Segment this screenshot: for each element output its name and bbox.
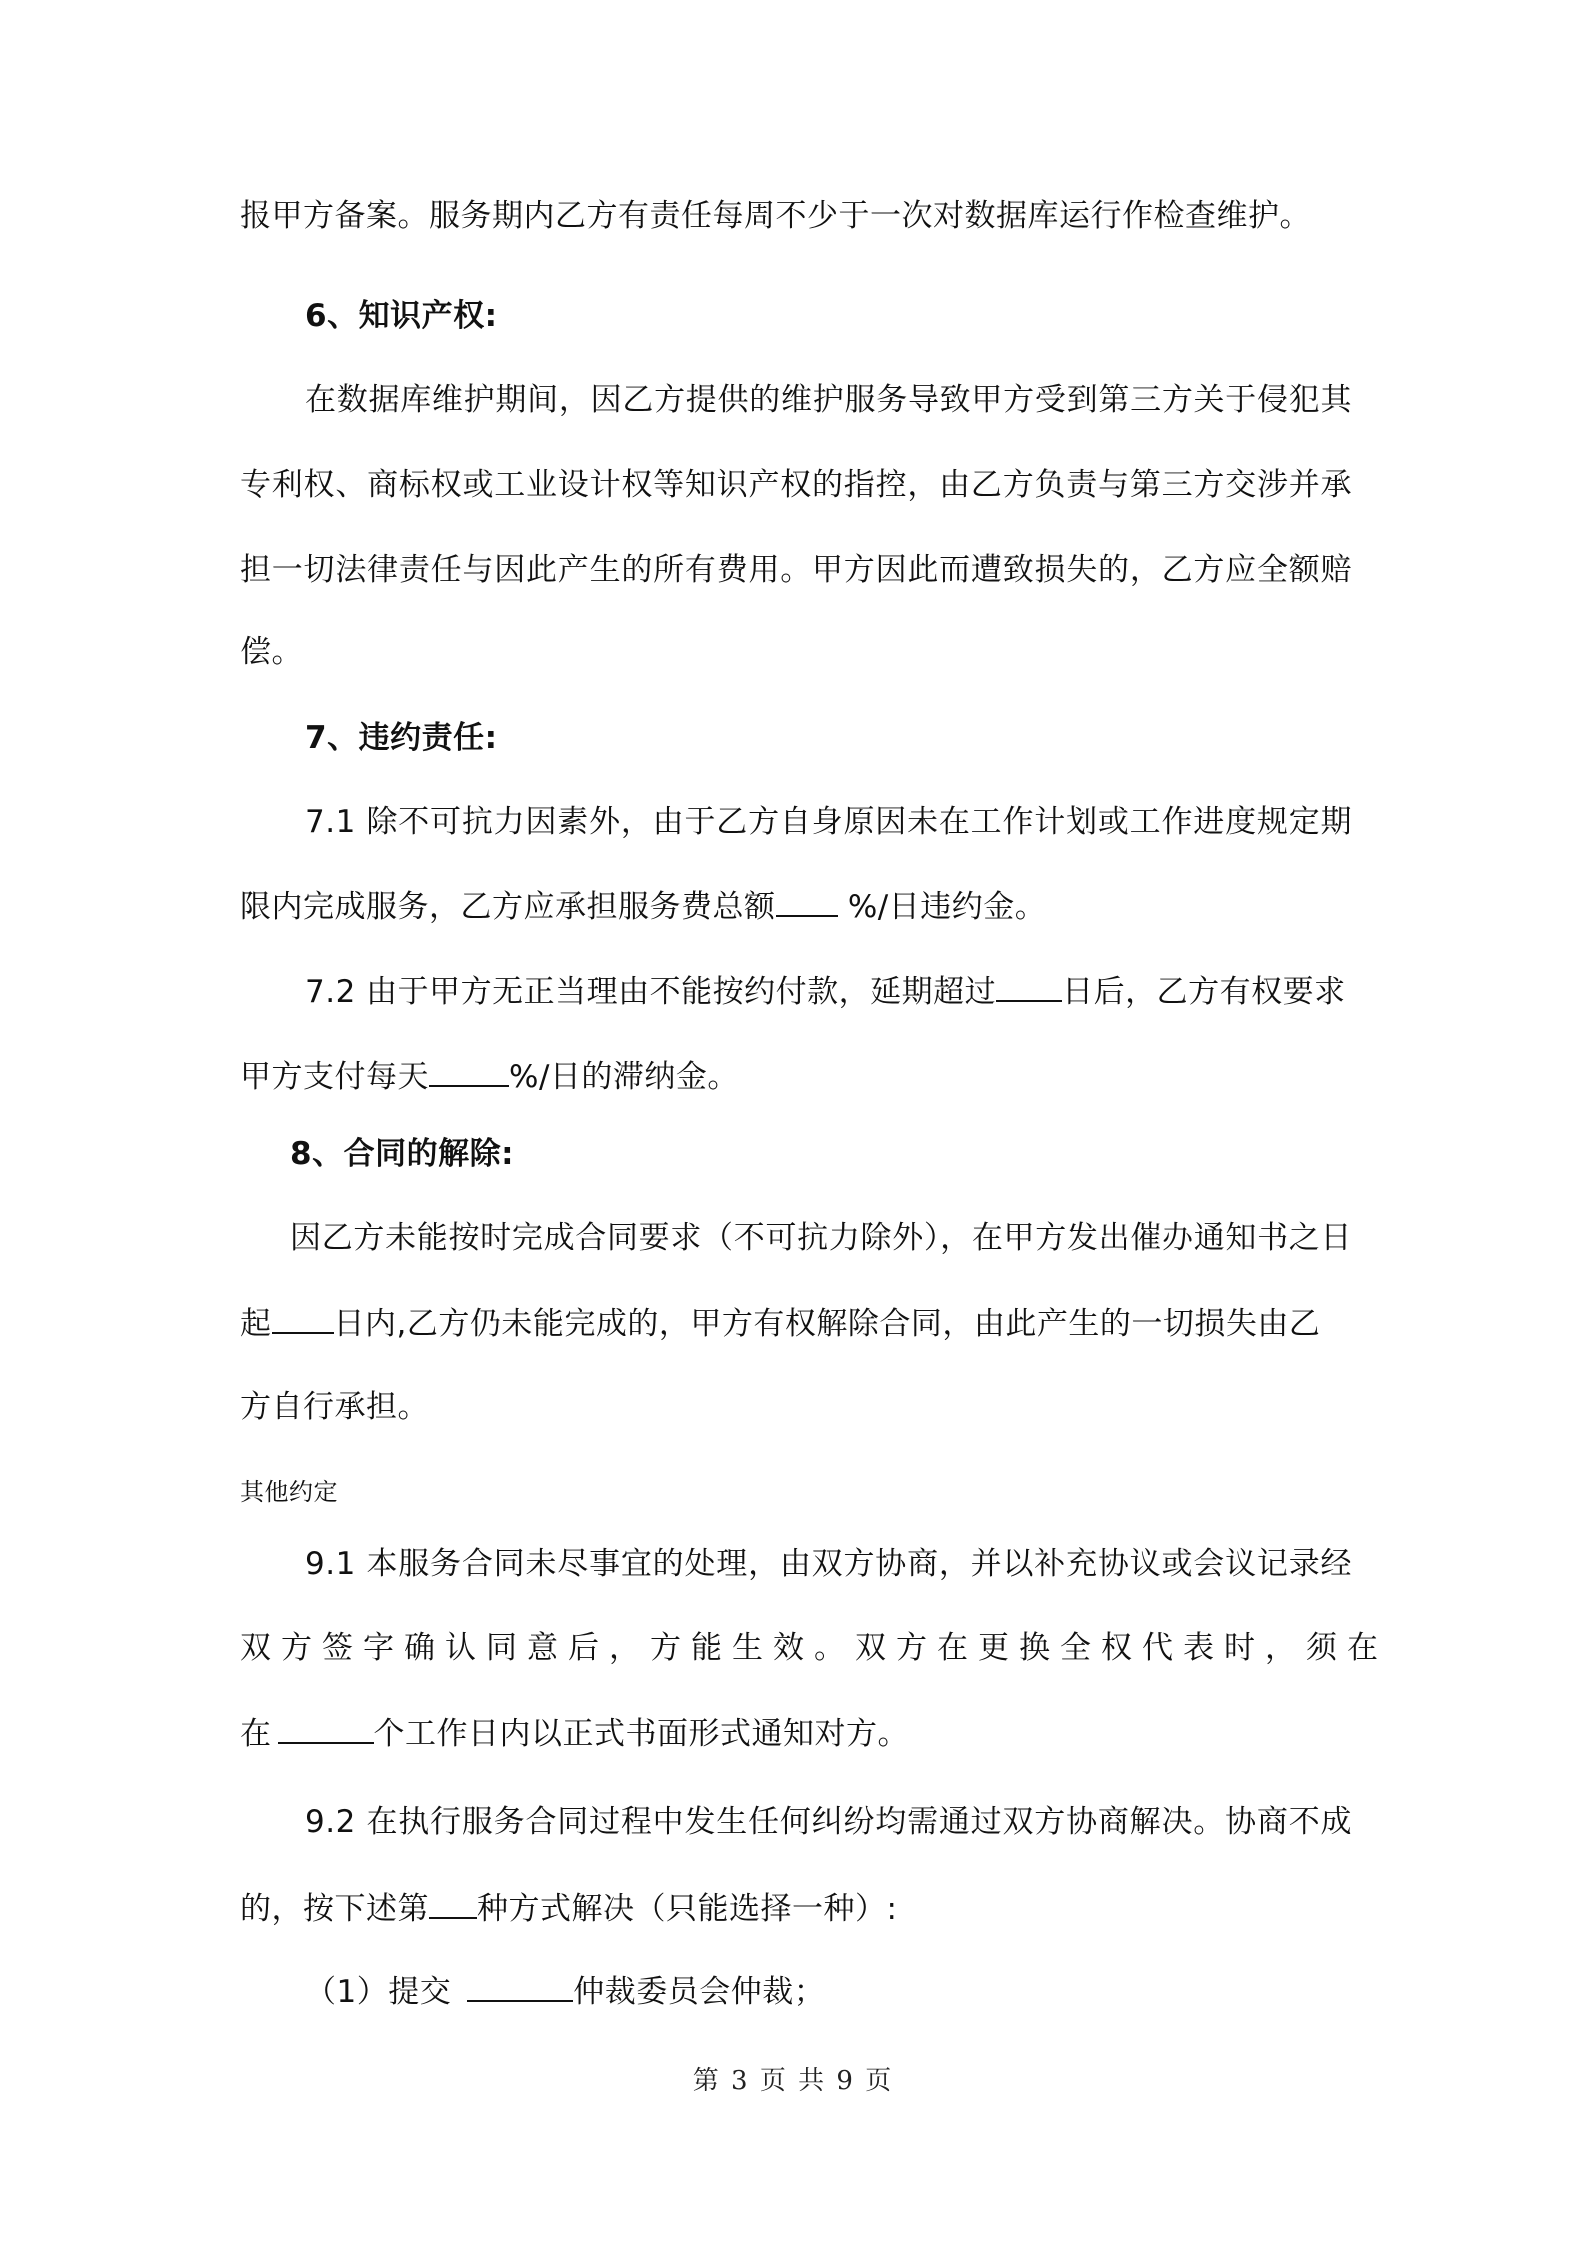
fill-in-blank[interactable] <box>278 1712 374 1744</box>
paragraph-line: 因乙方未能按时完成合同要求（不可抗力除外），在甲方发出催办通知书之日 <box>290 1220 1352 1256</box>
paragraph-line: 方自行承担。 <box>240 1389 429 1425</box>
section-heading-8: 8、合同的解除: <box>290 1136 514 1172</box>
text-segment: 个工作日内以正式书面形式通知对方。 <box>373 1716 909 1752</box>
fill-in-blank[interactable] <box>996 970 1062 1002</box>
text-segment: 日后，乙方有权要求 <box>1062 974 1346 1010</box>
page-number-footer: 第 3 页 共 9 页 <box>692 2066 894 2096</box>
paragraph-line <box>240 885 1046 927</box>
section-heading-7: 7、违约责任: <box>305 720 498 756</box>
paragraph-line: 偿。 <box>240 634 303 670</box>
text-segment: 日内,乙方仍未能完成的，甲方有权解除合同，由此产生的一切损失由乙 <box>333 1306 1321 1342</box>
paragraph-line: 9.2 在执行服务合同过程中发生任何纠纷均需通过双方协商解决。协商不成 <box>305 1804 1352 1840</box>
fill-in-blank[interactable] <box>272 1302 334 1334</box>
text-segment: 仲裁委员会仲裁； <box>573 1974 826 2010</box>
section-heading-6: 6、知识产权: <box>305 298 498 334</box>
paragraph-line: 双方签字确认同意后，方能生效。双方在更换全权代表时，须在 <box>240 1630 1388 1666</box>
paragraph-line: 7.1 除不可抗力因素外，由于乙方自身原因未在工作计划或工作进度规定期 <box>305 804 1352 840</box>
text-segment: 在 <box>240 1716 272 1752</box>
paragraph-line <box>305 1970 825 2012</box>
fill-in-blank[interactable] <box>429 1055 509 1087</box>
paragraph-line: 担一切法律责任与因此产生的所有费用。甲方因此而遭致损失的，乙方应全额赔 <box>240 552 1352 588</box>
text-segment: 的，按下述第 <box>240 1891 429 1927</box>
text-segment: 甲方支付每天 <box>240 1059 429 1095</box>
text-segment: 限内完成服务，乙方应承担服务费总额 <box>240 889 776 925</box>
paragraph-line: 报甲方备案。服务期内乙方有责任每周不少于一次对数据库运行作检查维护。 <box>240 198 1311 234</box>
text-segment: %/日违约金。 <box>837 889 1047 925</box>
paragraph-line: 在数据库维护期间，因乙方提供的维护服务导致甲方受到第三方关于侵犯其 <box>305 382 1352 418</box>
fill-in-blank[interactable] <box>429 1887 477 1919</box>
fill-in-blank[interactable] <box>467 1970 573 2002</box>
paragraph-line: 专利权、商标权或工业设计权等知识产权的指控，由乙方负责与第三方交涉并承 <box>240 467 1352 503</box>
text-segment: 7.2 由于甲方无正当理由不能按约付款，延期超过 <box>305 974 997 1010</box>
text-segment: （1）提交 <box>305 1974 452 2010</box>
text-segment: 种方式解决（只能选择一种）: <box>477 1891 898 1927</box>
paragraph-line <box>240 1712 909 1754</box>
text-segment: 起 <box>240 1306 272 1342</box>
paragraph-line <box>240 1887 897 1929</box>
text-segment: %/日的滞纳金。 <box>509 1059 739 1095</box>
paragraph-line <box>240 1055 739 1097</box>
paragraph-line: 9.1 本服务合同未尽事宜的处理，由双方协商，并以补充协议或会议记录经 <box>305 1546 1352 1582</box>
fill-in-blank[interactable] <box>776 885 838 917</box>
paragraph-line <box>240 1302 1320 1344</box>
section-heading-9: 其他约定 <box>240 1478 338 1506</box>
paragraph-line <box>305 970 1346 1012</box>
